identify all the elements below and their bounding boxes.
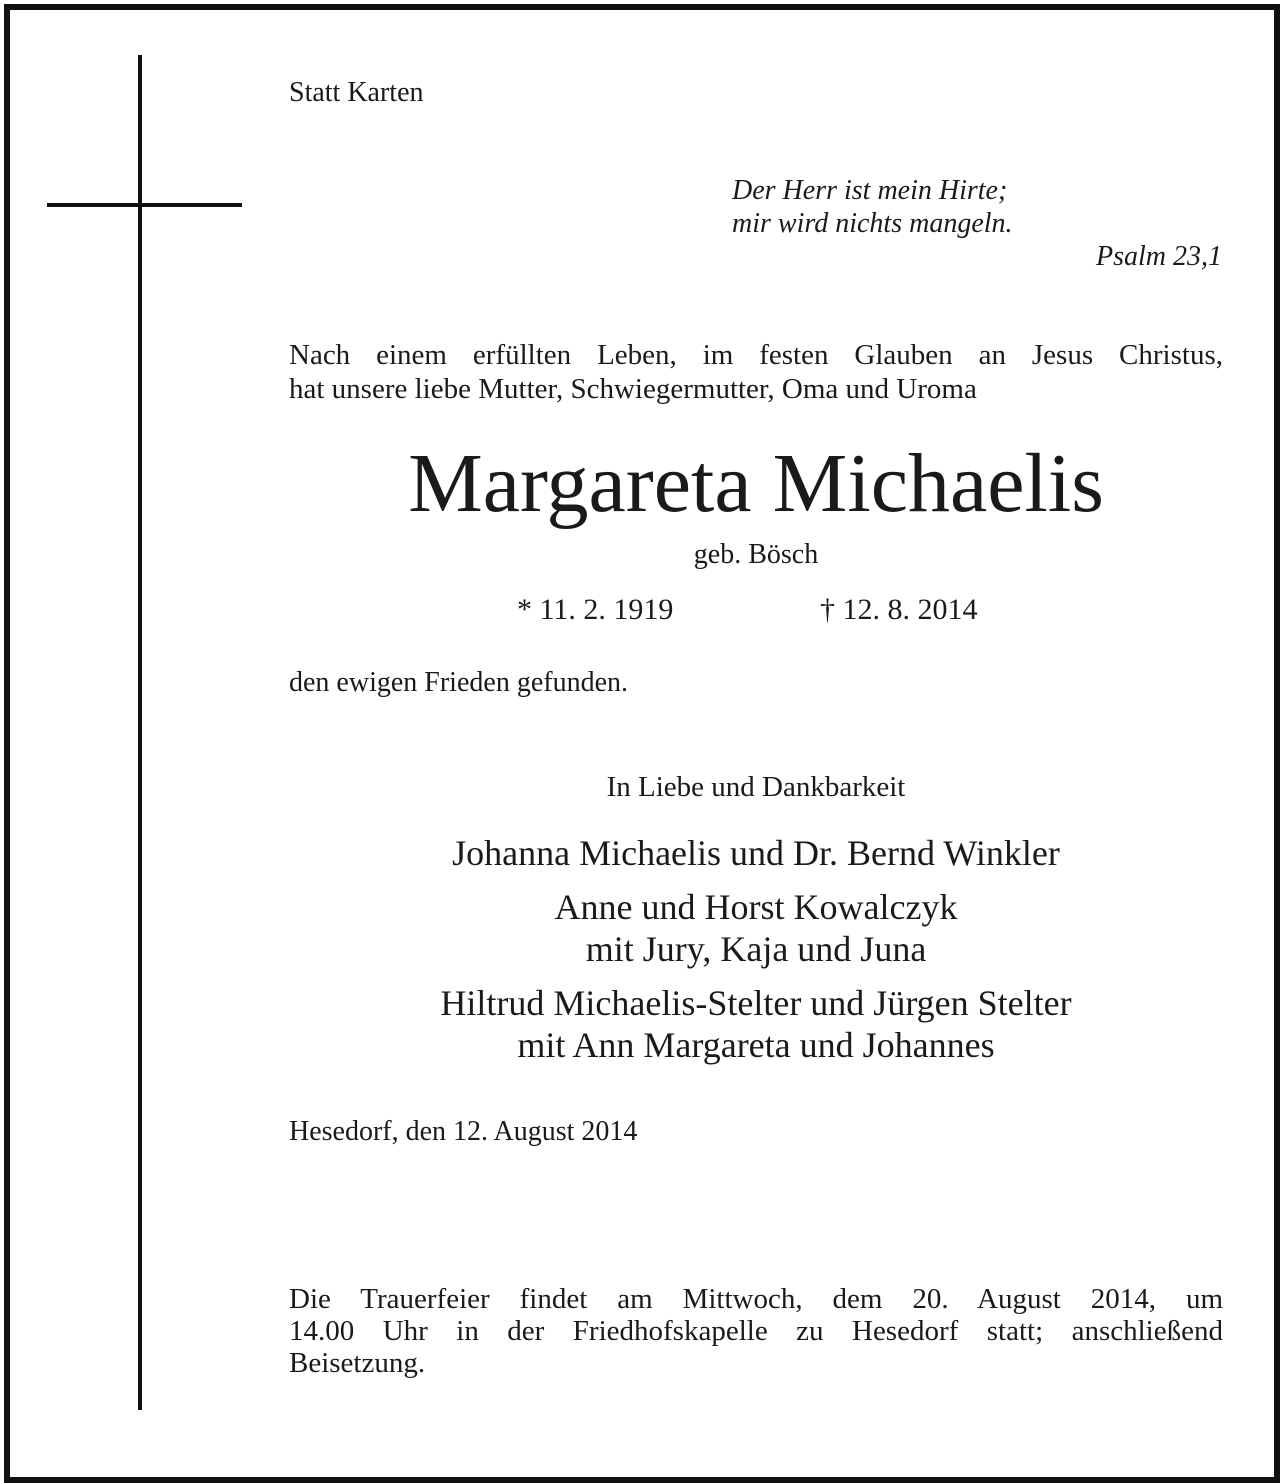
- dedication-text: In Liebe und Dankbarkeit: [606, 771, 906, 803]
- funeral-service-text: [289, 1283, 1223, 1379]
- closing-text: den ewigen Frieden gefunden.: [289, 667, 628, 698]
- mourner-group-3: [289, 982, 1223, 1066]
- service-line-3: Beisetzung.: [289, 1347, 426, 1379]
- psalm-quote: [732, 174, 1013, 240]
- mourner-line: Hiltrud Michaelis-Stelter und Jürgen Stelter: [440, 983, 1072, 1023]
- intro-line-2: hat unsere liebe Mutter, Schwiegermutter, Oma und Uroma: [289, 373, 977, 405]
- place-date: Hesedorf, den 12. August 2014: [289, 1116, 638, 1147]
- service-line-2: 14.00 Uhr in der Friedhofskapelle zu Hesedorf statt; anschließend: [289, 1315, 1223, 1347]
- mourner-line: Johanna Michaelis und Dr. Bernd Winkler: [452, 833, 1060, 873]
- intro-text: [289, 338, 1223, 406]
- mourner-line: mit Jury, Kaja und Juna: [585, 929, 927, 969]
- cross-icon-vertical: [138, 55, 142, 1410]
- mourner-group-1: [289, 832, 1223, 874]
- mourner-line: mit Ann Margareta und Johannes: [517, 1025, 995, 1065]
- deceased-name: Margareta Michaelis: [408, 437, 1104, 530]
- cross-icon-horizontal: [47, 203, 242, 207]
- mourner-line: Anne und Horst Kowalczyk: [554, 887, 958, 927]
- intro-line-1: Nach einem erfüllten Leben, im festen Glauben an Jesus Christus,: [289, 339, 1223, 371]
- maiden-name: geb. Bösch: [693, 539, 819, 570]
- birth-date: * 11. 2. 1919: [517, 593, 674, 626]
- notice-border: [4, 4, 1280, 1483]
- quote-source: Psalm 23,1: [1096, 241, 1222, 272]
- quote-line-1: Der Herr ist mein Hirte;: [732, 175, 1008, 206]
- service-line-1: Die Trauerfeier findet am Mittwoch, dem 20. August 2014, um: [289, 1283, 1223, 1315]
- mourner-group-2: [289, 886, 1223, 970]
- quote-line-2: mir wird nichts mangeln.: [732, 208, 1013, 239]
- death-date: † 12. 8. 2014: [820, 593, 978, 626]
- notice-heading: Statt Karten: [289, 77, 424, 108]
